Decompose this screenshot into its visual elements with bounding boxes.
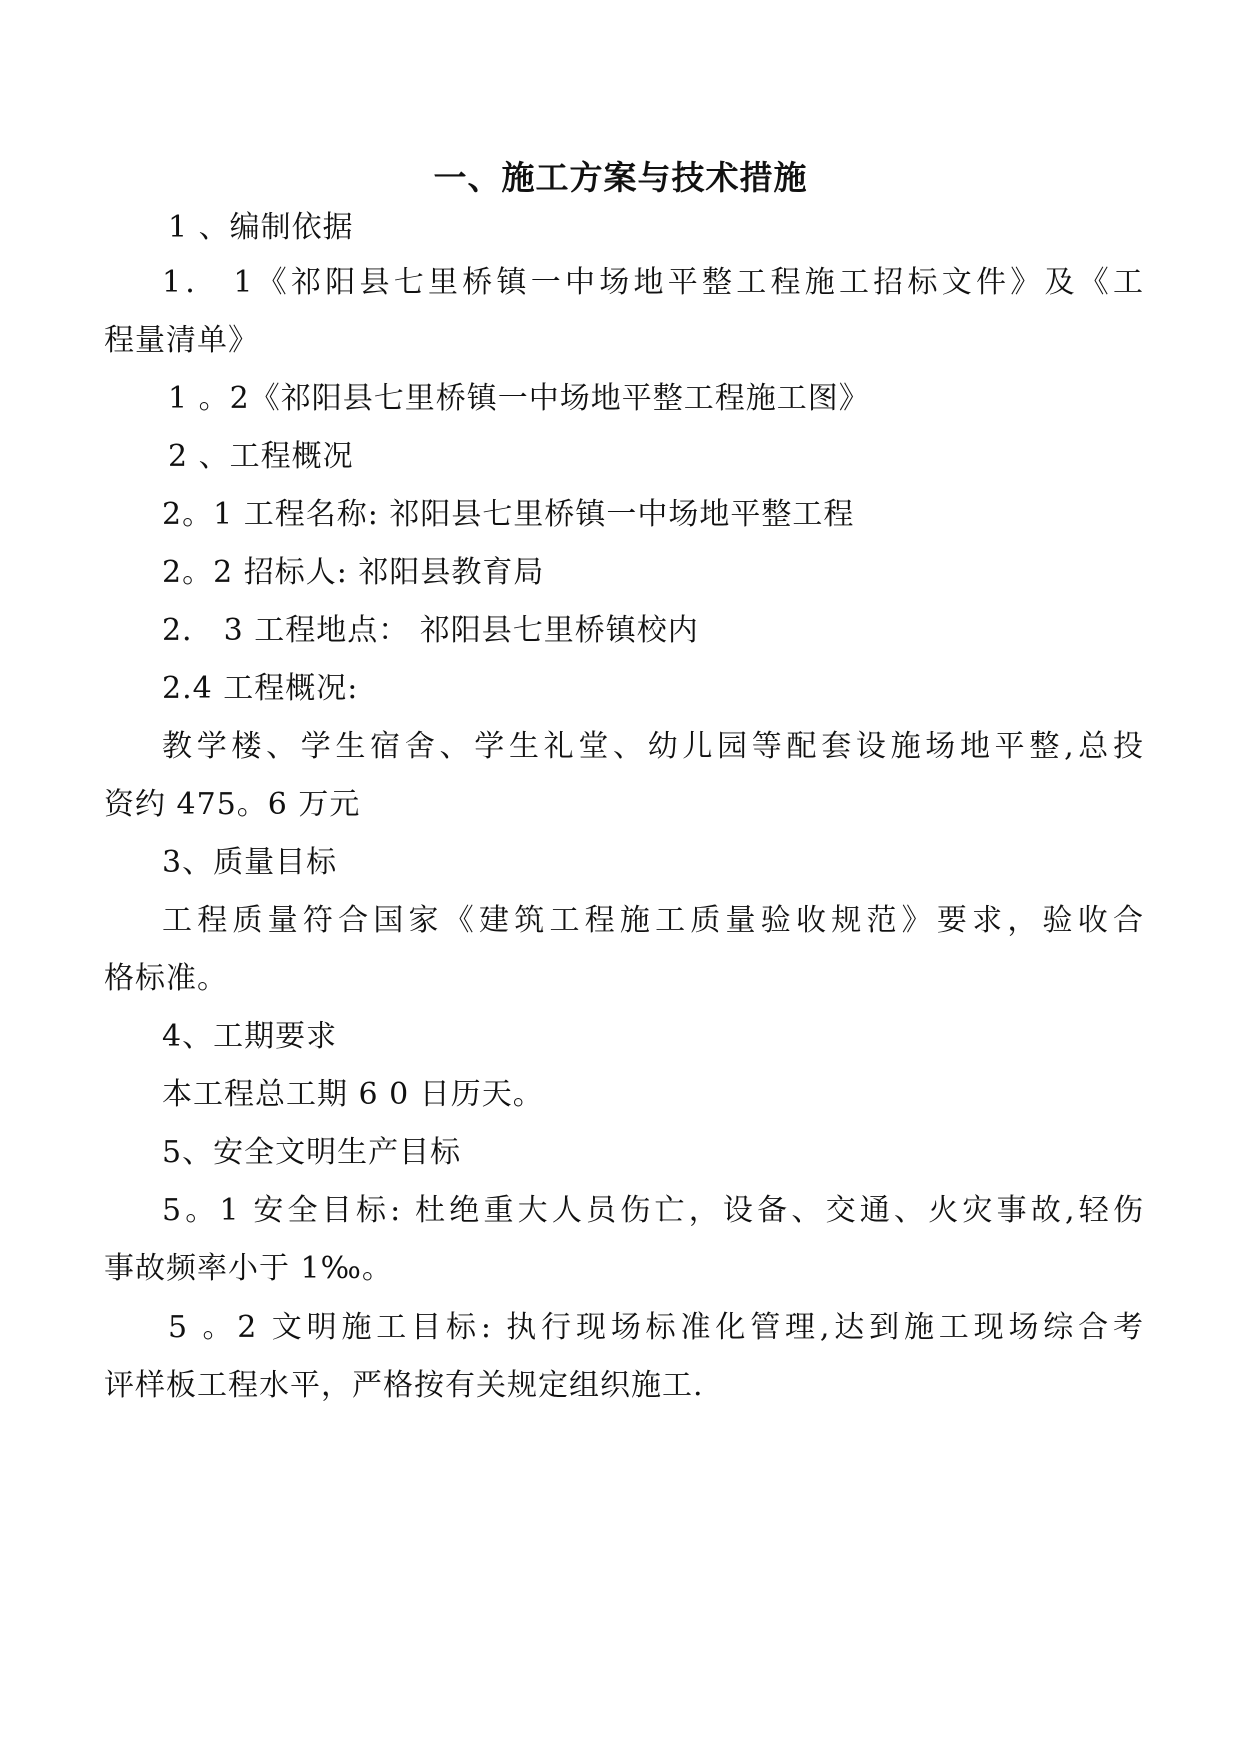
paragraph-1-1: 1． 1《祁阳县七里桥镇一中场地平整工程施工招标文件》及《工 [162, 265, 1144, 300]
section-title: 一、施工方案与技术措施 [433, 158, 808, 197]
heading-project-overview: 2 、工程概况 [168, 439, 354, 474]
paragraph-2-1: 2。1 工程名称: 祁阳县七里桥镇一中场地平整工程 [162, 497, 855, 532]
heading-schedule: 4、工期要求 [162, 1019, 338, 1054]
paragraph-schedule: 本工程总工期 6 0 日历天。 [162, 1077, 544, 1112]
heading-safety-goal: 5、安全文明生产目标 [162, 1135, 462, 1170]
paragraph-5-2: 5 。2 文明施工目标: 执行现场标准化管理,达到施工现场综合考 [168, 1310, 1144, 1345]
paragraph-1-2: 1 。2《祁阳县七里桥镇一中场地平整工程施工图》 [168, 381, 870, 416]
paragraph-2-4: 2.4 工程概况: [162, 671, 359, 706]
paragraph-5-2-cont: 评样板工程水平，严格按有关规定组织施工. [104, 1368, 704, 1403]
paragraph-quality: 工程质量符合国家《建筑工程施工质量验收规范》要求，验收合 [162, 903, 1144, 938]
heading-quality-goal: 3、质量目标 [162, 845, 338, 880]
paragraph-quality-cont: 格标准。 [104, 961, 228, 996]
paragraph-5-1: 5。1 安全目标: 杜绝重大人员伤亡，设备、交通、火灾事故,轻伤 [162, 1193, 1144, 1228]
paragraph-2-3: 2． 3 工程地点： 祁阳县七里桥镇校内 [162, 613, 699, 648]
paragraph-1-1-cont: 程量清单》 [104, 323, 259, 358]
paragraph-2-4-body: 教学楼、学生宿舍、学生礼堂、幼儿园等配套设施场地平整,总投 [162, 729, 1144, 764]
paragraph-2-2: 2。2 招标人: 祁阳县教育局 [162, 555, 545, 590]
heading-compilation-basis: 1 、编制依据 [168, 210, 354, 245]
paragraph-5-1-cont: 事故频率小于 1‰。 [104, 1251, 393, 1286]
paragraph-2-4-body-cont: 资约 475。6 万元 [104, 787, 361, 822]
